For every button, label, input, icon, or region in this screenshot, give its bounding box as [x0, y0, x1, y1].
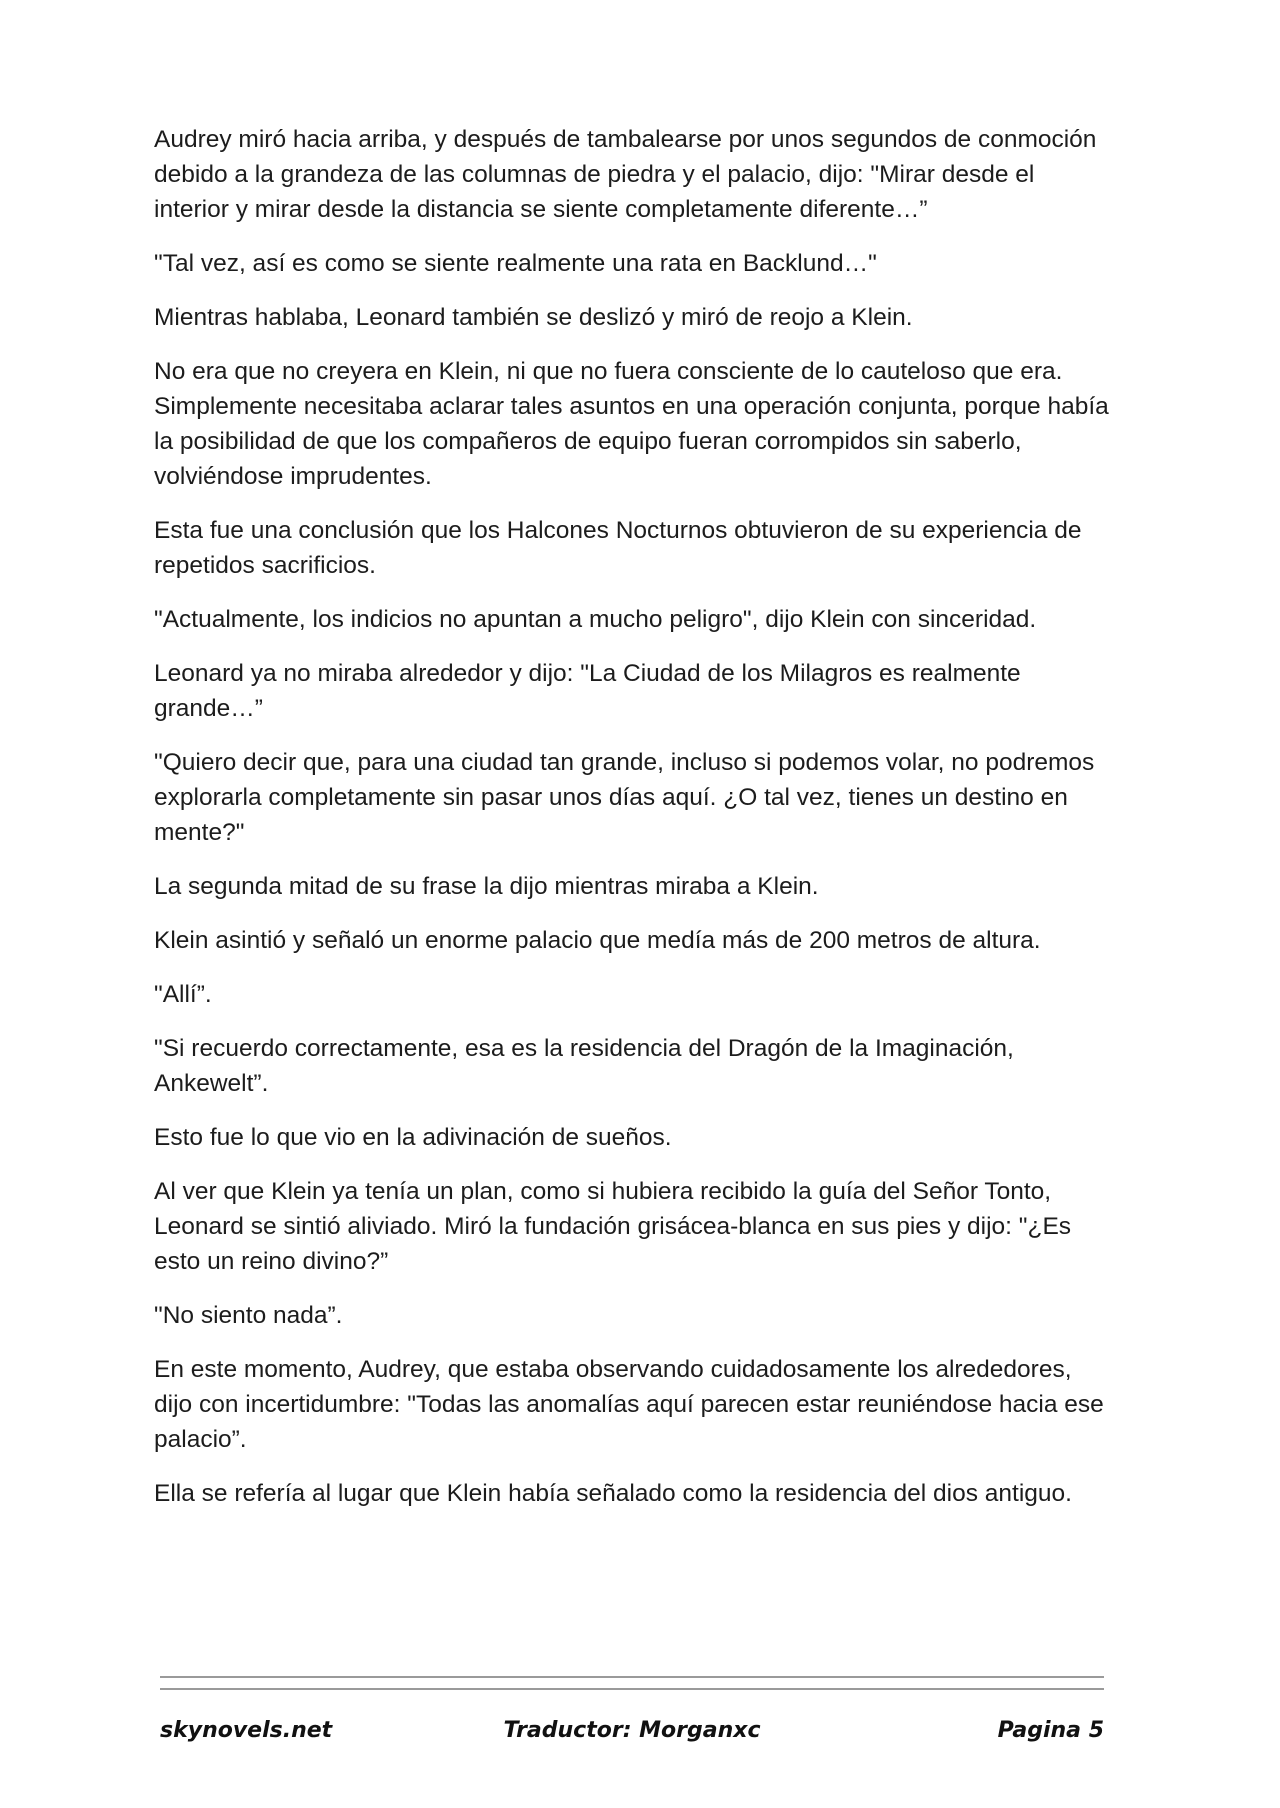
paragraph: "Quiero decir que, para una ciudad tan grande, incluso si podemos volar, no podremos explorarla completamente sin pasar unos días aquí. ¿O tal vez, tienes un destino en mente?"	[154, 749, 1095, 846]
paragraph: No era que no creyera en Klein, ni que no fuera consciente de lo cauteloso que era. Simplemente necesitaba aclarar tales asuntos en una operación conjunta, porque había la posibilidad de que los compañeros de equipo fueran corrompidos sin saberlo, volviéndose imprudentes.	[154, 358, 1109, 490]
body-text	[154, 122, 1114, 1530]
page-footer	[160, 1718, 1104, 1752]
footer-translator: Traductor: Morganxc	[503, 1718, 761, 1743]
paragraph: Mientras hablaba, Leonard también se deslizó y miró de reojo a Klein.	[154, 304, 913, 331]
paragraph: Al ver que Klein ya tenía un plan, como si hubiera recibido la guía del Señor Tonto, Leonard se sintió aliviado. Miró la fundación grisácea-blanca en sus pies y dijo: "¿Es esto un reino divino?”	[154, 1178, 1072, 1275]
footer-site: skynovels.net	[160, 1718, 333, 1743]
paragraph: "No siento nada”.	[154, 1302, 343, 1329]
paragraph: "Actualmente, los indicios no apuntan a mucho peligro", dijo Klein con sinceridad.	[154, 606, 1037, 633]
paragraph: "Allí”.	[154, 981, 212, 1008]
paragraph: La segunda mitad de su frase la dijo mientras miraba a Klein.	[154, 873, 819, 900]
footer-page-number: Pagina 5	[997, 1718, 1104, 1743]
footer-divider	[160, 1688, 1104, 1690]
paragraph: Klein asintió y señaló un enorme palacio que medía más de 200 metros de altura.	[154, 927, 1041, 954]
paragraph: "Si recuerdo correctamente, esa es la residencia del Dragón de la Imaginación, Ankewelt”.	[154, 1035, 1014, 1097]
paragraph: "Tal vez, así es como se siente realmente una rata en Backlund…"	[154, 250, 877, 277]
paragraph: Audrey miró hacia arriba, y después de tambalearse por unos segundos de conmoción debido a la grandeza de las columnas de piedra y el palacio, dijo: "Mirar desde el interior y mirar desde la distancia se siente completamente diferente…”	[154, 126, 1097, 223]
paragraph: Esto fue lo que vio en la adivinación de sueños.	[154, 1124, 672, 1151]
paragraph: Ella se refería al lugar que Klein había señalado como la residencia del dios antiguo.	[154, 1480, 1072, 1507]
footer-divider	[160, 1676, 1104, 1678]
paragraph: Esta fue una conclusión que los Halcones Nocturnos obtuvieron de su experiencia de repetidos sacrificios.	[154, 517, 1082, 579]
paragraph: En este momento, Audrey, que estaba observando cuidadosamente los alrededores, dijo con incertidumbre: "Todas las anomalías aquí parecen estar reuniéndose hacia ese palacio”.	[154, 1356, 1104, 1453]
paragraph: Leonard ya no miraba alrededor y dijo: "La Ciudad de los Milagros es realmente grande…”	[154, 660, 1021, 722]
